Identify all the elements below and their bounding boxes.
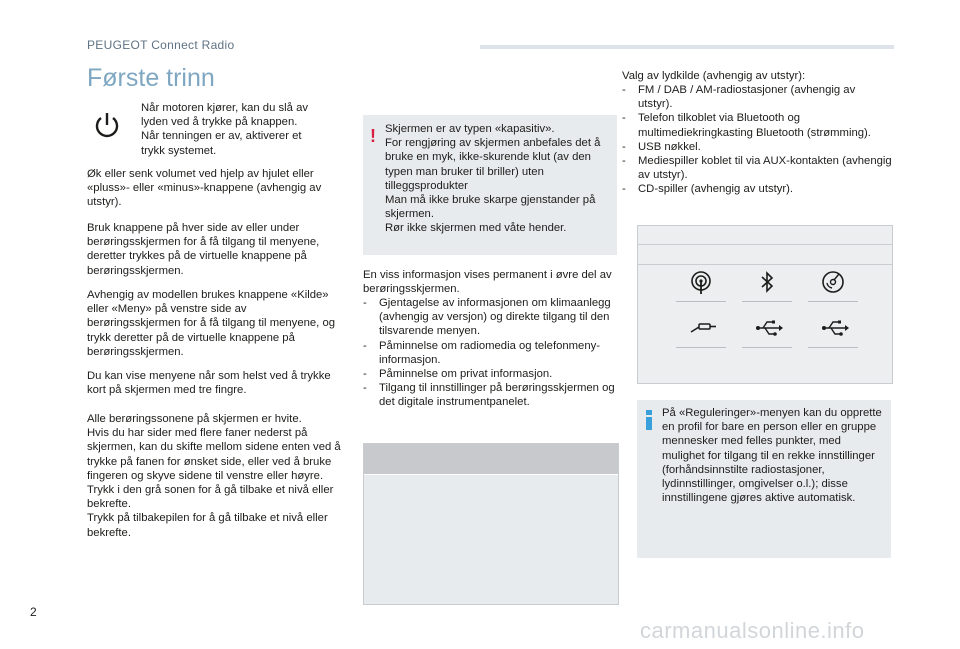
audio-source-screen: [637, 225, 893, 384]
sources-list: [622, 83, 892, 197]
usb-icon: [821, 316, 849, 342]
list-item: - USB nøkkel.: [622, 140, 892, 154]
usb-icon: [755, 316, 783, 342]
screen-top-bar: [364, 444, 618, 474]
info-intro: En viss informasjon vises permanent i øvre del av berøringsskjermen.: [363, 269, 612, 296]
info-icon: [646, 410, 652, 430]
source-cd[interactable]: [808, 268, 858, 302]
list-item: - Mediespiller koblet til via AUX-kontakten (avhengig av utstyr).: [622, 154, 892, 182]
screen-divider: [638, 264, 892, 265]
header-rule: [480, 45, 894, 49]
source-underline: [676, 347, 726, 348]
list-item: - Tilgang til innstillinger på berøringsskjermen og det digitale instrumentpanelet.: [363, 381, 618, 409]
list-item: - Påminnelse om privat informasjon.: [363, 367, 618, 381]
screen-body: [364, 475, 618, 604]
list-item: - Påminnelse om radiomedia og telefonmeny-informasjon.: [363, 339, 618, 367]
source-underline: [742, 347, 792, 348]
source-menu-paragraph: Avhengig av modellen brukes knappene «Kilde» eller «Meny» på venstre side av berøringsskjermen for å få tilgang til menyene, og trykk deretter på de virtuelle knappene på berøringsskjermen.: [87, 289, 336, 358]
disc-icon: [821, 270, 845, 296]
source-radio[interactable]: [676, 268, 726, 302]
list-item: - Gjentagelse av informasjonen om klimaanlegg (avhengig av versjon) og direkte tilgang til den tilsvarende menyen.: [363, 296, 618, 339]
section-header: PEUGEOT Connect Radio: [87, 38, 235, 52]
aux-jack-icon: [689, 316, 717, 342]
list-item: - CD-spiller (avhengig av utstyr).: [622, 182, 892, 196]
source-bluetooth[interactable]: [742, 268, 792, 302]
source-usb[interactable]: [808, 314, 858, 348]
radio-icon: [689, 270, 713, 296]
screen-illustration: [363, 443, 619, 605]
sources-intro: Valg av lydkilde (avhengig av utstyr):: [622, 70, 806, 82]
power-icon: [92, 110, 122, 140]
volume-paragraph: Øk eller senk volumet ved hjelp av hjulet eller «pluss»- eller «minus»-knappene (avhengig av utstyr).: [87, 168, 322, 209]
screen-divider: [638, 244, 892, 245]
source-aux[interactable]: [676, 314, 726, 348]
bluetooth-icon: [755, 270, 779, 296]
source-underline: [676, 301, 726, 302]
list-item: - Telefon tilkoblet via Bluetooth og multimediekringkasting Bluetooth (strømming).: [622, 111, 892, 139]
source-usb[interactable]: [742, 314, 792, 348]
source-underline: [808, 347, 858, 348]
three-finger-paragraph: Du kan vise menyene når som helst ved å trykke kort på skjermen med tre fingre.: [87, 370, 331, 397]
source-underline: [742, 301, 792, 302]
warning-text: Skjermen er av typen «kapasitiv». For rengjøring av skjermen anbefales det å bruke en myk, ikke-skurende klut (av den typen man bruker til briller) uten tilleggsprodukter Man må ikke bruke skarpe gjenstander på skjermen. Rør ikke skjermen med våte hender.: [385, 123, 601, 235]
power-button-description: Når motoren kjører, kan du slå av lyden ved å trykke på knappen. Når tenningen er av, aktiverer et trykk systemet.: [141, 102, 309, 157]
watermark: carmanualsonline.info: [640, 618, 865, 643]
page-number: 2: [30, 605, 37, 619]
warning-icon: !: [370, 126, 376, 146]
info-list: [363, 296, 618, 410]
source-underline: [808, 301, 858, 302]
list-item: - FM / DAB / AM-radiostasjoner (avhengig av utstyr).: [622, 83, 892, 111]
touch-zones-paragraph: Alle berøringssonene på skjermen er hvite. Hvis du har sider med flere faner nederst på skjermen, kan du skifte mellom sidene enten ved å trykke på fanen for ønsket side, eller ved å bruke fingeren og skyve sidene til venstre eller høyre. Trykk i den grå sonen for å gå tilbake et nivå eller bekrefte. Trykk på tilbakepilen for å gå tilbake et nivå eller bekrefte.: [87, 413, 341, 539]
menu-buttons-paragraph: Bruk knappene på hver side av eller under berøringsskjermen for å få tilgang til menyene, deretter trykkes på de virtuelle knappene på berøringsskjermen.: [87, 222, 320, 277]
info-note-text: På «Reguleringer»-menyen kan du opprette en profil for bare en person eller en gruppe mennesker med felles punkter, med mulighet for tilgang til en rekke innstillinger (forhåndsinnstilte radiostasjoner, lydinnstillinger, omgivelser o.l.); disse innstillingene gjøres aktive automatisk.: [662, 407, 882, 505]
page-title: Første trinn: [87, 64, 215, 92]
